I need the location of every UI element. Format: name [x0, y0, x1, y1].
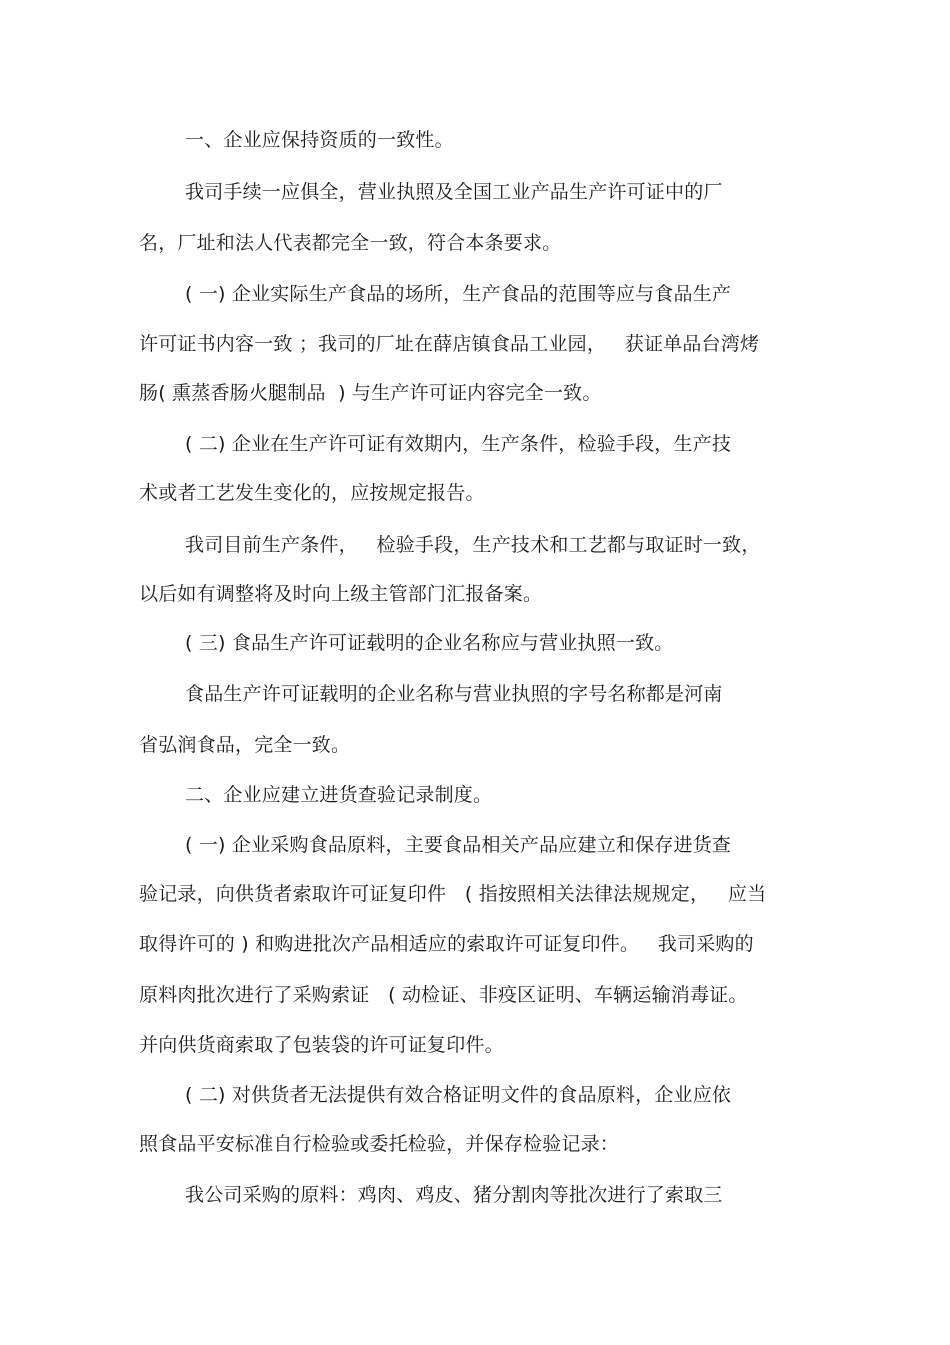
heading-section-2: 二、企业应建立进货查验记录制度。 [185, 784, 493, 806]
paragraph-line: ( 二) 对供货者无法提供有效合格证明文件的食品原料，企业应依 [185, 1084, 732, 1106]
paragraph-line: ( 三) 食品生产许可证载明的企业名称应与营业执照一致。 [185, 632, 674, 654]
paragraph-line: 肠( 熏蒸香肠火腿制品 ) 与生产许可证内容完全一致。 [139, 382, 602, 404]
paragraph-line: ( 一) 企业采购食品原料，主要食品相关产品应建立和保存进货查 [185, 834, 732, 856]
paragraph-line: 照食品平安标准自行检验或委托检验，并保存检验记录： [139, 1133, 620, 1155]
paragraph-line: 术或者工艺发生变化的，应按规定报告。 [139, 482, 485, 504]
paragraph-line: 验记录，向供货者索取许可证复印件 ( 指按照相关法律法规规定， 应当 [139, 883, 767, 905]
paragraph-line: 以后如有调整将及时向上级主管部门汇报备案。 [139, 583, 543, 605]
paragraph-line: 省弘润食品，完全一致。 [139, 734, 351, 756]
paragraph-line: 原料肉批次进行了采购索证 ( 动检证、非疫区证明、车辆运输消毒证。 [139, 984, 748, 1006]
paragraph-line: 名，厂址和法人代表都完全一致，符合本条要求。 [139, 232, 562, 254]
paragraph-line: 我司手续一应俱全，营业执照及全国工业产品生产许可证中的厂 [185, 181, 723, 203]
heading-section-1: 一、企业应保持资质的一致性。 [185, 129, 454, 151]
paragraph-line: 取得许可的 ) 和购进批次产品相适应的索取许可证复印件。 我司采购的 [139, 933, 754, 955]
paragraph-line: 并向供货商索取了包装袋的许可证复印件。 [139, 1034, 504, 1056]
paragraph-line: 食品生产许可证载明的企业名称与营业执照的字号名称都是河南 [185, 683, 723, 705]
paragraph-line: 许可证书内容一致 ；我司的厂址在薛店镇食品工业园， 获证单品台湾烤 [139, 333, 760, 355]
paragraph-line: 我司目前生产条件， 检验手段，生产技术和工艺都与取证时一致， [185, 534, 761, 556]
paragraph-line: 我公司采购的原料：鸡肉、鸡皮、猪分割肉等批次进行了索取三 [185, 1184, 723, 1206]
paragraph-line: ( 二) 企业在生产许可证有效期内，生产条件，检验手段，生产技 [185, 433, 732, 455]
paragraph-line: ( 一) 企业实际生产食品的场所，生产食品的范围等应与食品生产 [185, 283, 732, 305]
